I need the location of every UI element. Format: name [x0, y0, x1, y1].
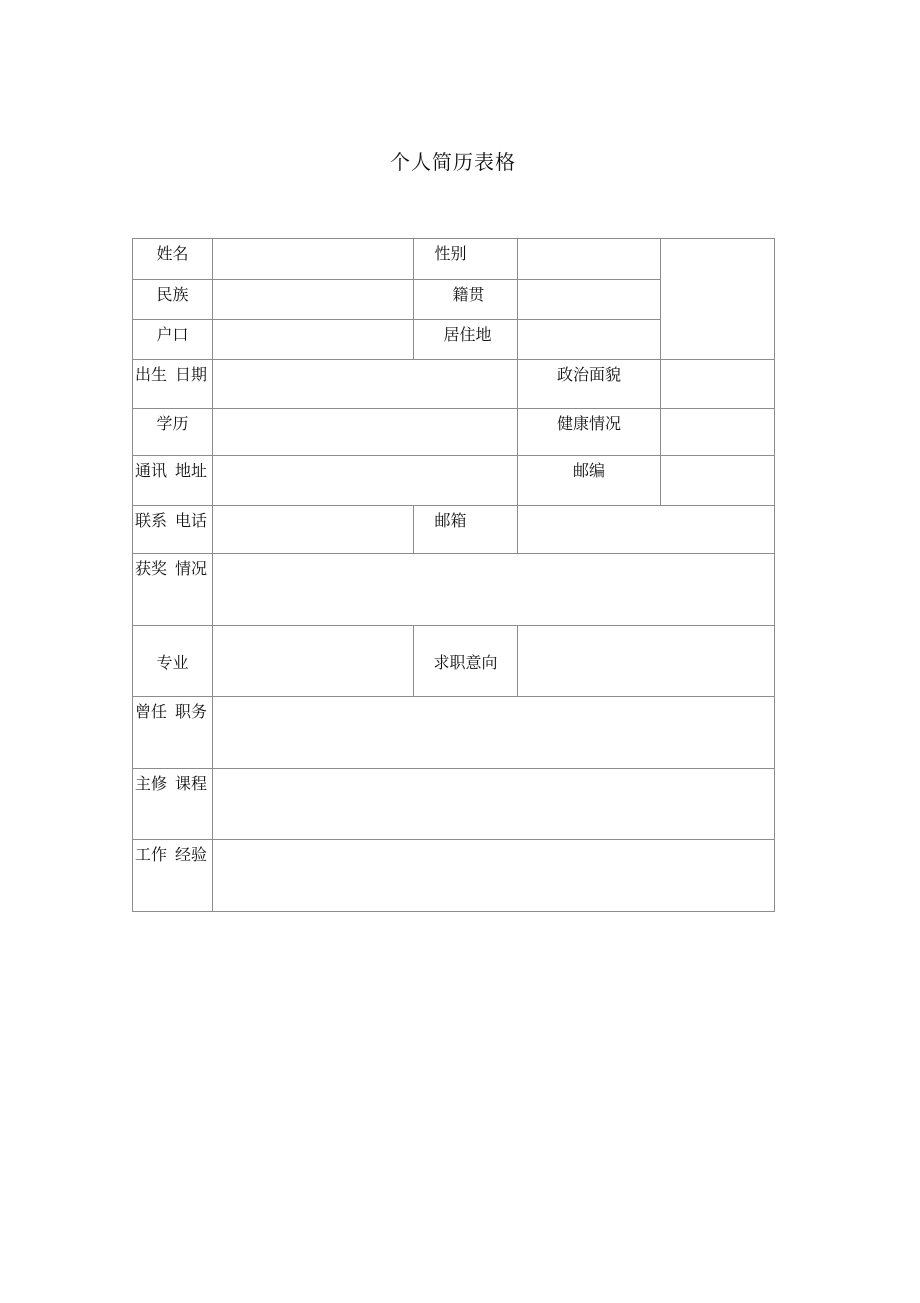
gender-field[interactable]	[518, 239, 661, 280]
row-positions	[133, 697, 775, 769]
row-major	[133, 626, 775, 697]
birth-date-field[interactable]	[213, 360, 518, 409]
label-political-status: 政治面貌	[518, 360, 661, 409]
label-courses	[133, 769, 213, 840]
row-courses	[133, 769, 775, 840]
major-field[interactable]	[213, 626, 414, 697]
row-phone	[133, 506, 775, 554]
address-field[interactable]	[213, 456, 518, 506]
label-positions-part2: 职务	[175, 702, 208, 721]
job-intention-field[interactable]	[518, 626, 775, 697]
label-experience	[133, 840, 213, 912]
label-awards-part1: 获奖	[135, 559, 168, 578]
ethnicity-field[interactable]	[213, 280, 414, 320]
name-field[interactable]	[213, 239, 414, 280]
row-awards	[133, 554, 775, 626]
political-status-field[interactable]	[661, 360, 775, 409]
label-postcode: 邮编	[518, 456, 661, 506]
awards-field[interactable]	[213, 554, 775, 626]
label-gender: 性别	[414, 239, 518, 280]
photo-field[interactable]	[661, 239, 775, 360]
label-residence: 居住地	[414, 320, 518, 360]
label-birth-date-part2: 日期	[175, 365, 208, 384]
label-email: 邮箱	[414, 506, 518, 554]
row-name	[133, 239, 775, 280]
label-positions-part1: 曾任	[135, 702, 168, 721]
label-address	[133, 456, 213, 506]
label-courses-part2: 课程	[175, 774, 208, 793]
label-major: 专业	[133, 626, 213, 697]
label-experience-part2: 经验	[175, 845, 208, 864]
row-birth	[133, 360, 775, 409]
health-field[interactable]	[661, 409, 775, 456]
row-experience	[133, 840, 775, 912]
label-address-part1: 通讯	[135, 461, 168, 480]
resume-form	[132, 238, 774, 912]
label-birth-date	[133, 360, 213, 409]
hukou-field[interactable]	[213, 320, 414, 360]
label-phone-part2: 电话	[175, 511, 208, 530]
label-experience-part1: 工作	[135, 845, 168, 864]
postcode-field[interactable]	[661, 456, 775, 506]
label-health: 健康情况	[518, 409, 661, 456]
email-field[interactable]	[518, 506, 775, 554]
native-place-field[interactable]	[518, 280, 661, 320]
education-field[interactable]	[213, 409, 518, 456]
experience-field[interactable]	[213, 840, 775, 912]
label-job-intention: 求职意向	[414, 626, 518, 697]
page-title: 个人简历表格	[390, 150, 516, 174]
resume-table	[132, 238, 775, 912]
row-education	[133, 409, 775, 456]
label-courses-part1: 主修	[135, 774, 168, 793]
label-phone	[133, 506, 213, 554]
label-ethnicity: 民族	[133, 280, 213, 320]
label-awards-part2: 情况	[175, 559, 208, 578]
residence-field[interactable]	[518, 320, 661, 360]
positions-field[interactable]	[213, 697, 775, 769]
label-name: 姓名	[133, 239, 213, 280]
label-hukou: 户口	[133, 320, 213, 360]
row-address	[133, 456, 775, 506]
label-phone-part1: 联系	[135, 511, 168, 530]
phone-field[interactable]	[213, 506, 414, 554]
label-education: 学历	[133, 409, 213, 456]
label-positions	[133, 697, 213, 769]
label-birth-date-part1: 出生	[135, 365, 168, 384]
courses-field[interactable]	[213, 769, 775, 840]
label-native-place: 籍贯	[414, 280, 518, 320]
label-awards	[133, 554, 213, 626]
label-address-part2: 地址	[175, 461, 208, 480]
